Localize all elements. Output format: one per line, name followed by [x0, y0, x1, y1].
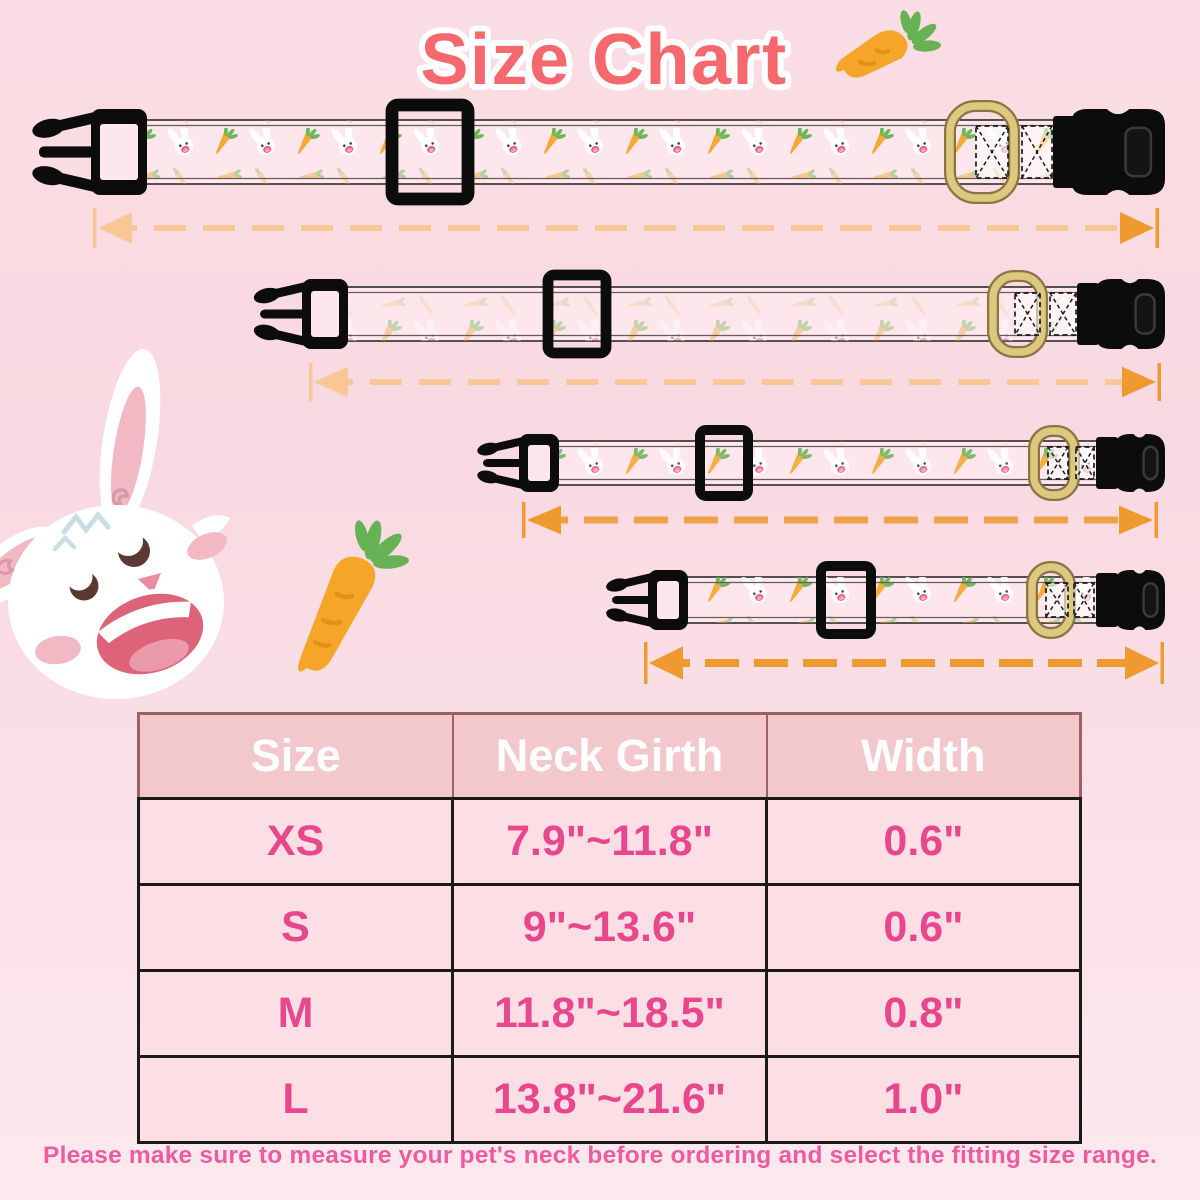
carrot-icon — [298, 519, 409, 672]
stitch-box — [1050, 293, 1076, 335]
cell-width: 0.6" — [767, 885, 1081, 971]
page-title: Size Chart — [420, 20, 788, 100]
table-header-row — [139, 714, 1081, 799]
stitch-box — [1022, 126, 1052, 178]
collar-strap — [141, 120, 1063, 184]
col-header-size: Size — [139, 714, 453, 799]
cell-width: 1.0" — [767, 1057, 1081, 1143]
size-table — [137, 712, 1082, 1144]
stitch-box — [1015, 293, 1040, 335]
side-release-buckle-male — [252, 278, 348, 350]
bunny-mascot-icon — [0, 345, 231, 699]
length-arrow-4 — [644, 642, 1164, 684]
collar-4 — [605, 566, 1165, 634]
collar-strap — [682, 577, 1106, 623]
cell-size: XS — [139, 799, 453, 885]
measuring-note: Please make sure to measure your pet's neck before ordering and select the fitting size range. — [43, 1142, 1157, 1169]
side-release-buckle-male — [605, 570, 688, 631]
length-arrow-3 — [522, 502, 1158, 538]
cell-width: 0.6" — [767, 799, 1081, 885]
col-header-neck-girth: Neck Girth — [453, 714, 767, 799]
collar-strap — [342, 287, 1087, 341]
col-header-width: Width — [767, 714, 1081, 799]
stitch-box — [976, 126, 1008, 178]
length-arrow-1 — [93, 208, 1159, 248]
table-row-m — [139, 971, 1081, 1057]
cell-size: S — [139, 885, 453, 971]
cell-size: L — [139, 1057, 453, 1143]
cell-girth: 9"~13.6" — [453, 885, 767, 971]
side-release-buckle-female — [1053, 109, 1165, 195]
cell-width: 0.8" — [767, 971, 1081, 1057]
collar-strap — [553, 441, 1106, 485]
collar-2 — [252, 275, 1165, 353]
side-release-buckle-female — [1096, 570, 1165, 630]
cell-girth: 11.8"~18.5" — [453, 971, 767, 1057]
length-arrow-2 — [309, 363, 1161, 401]
collar-1 — [30, 105, 1165, 199]
table-row-s — [139, 885, 1081, 971]
cell-girth: 13.8"~21.6" — [453, 1057, 767, 1143]
side-release-buckle-female — [1096, 434, 1165, 492]
collar-3 — [476, 430, 1165, 496]
side-release-buckle-female — [1077, 279, 1165, 349]
carrot-icon — [836, 9, 942, 77]
cell-size: M — [139, 971, 453, 1057]
stitch-box — [1048, 447, 1068, 479]
side-release-buckle-male — [30, 108, 147, 197]
table-row-l — [139, 1057, 1081, 1143]
stitch-box — [1046, 583, 1068, 617]
stitch-box — [1076, 447, 1094, 479]
cell-girth: 7.9"~11.8" — [453, 799, 767, 885]
table-row-xs — [139, 799, 1081, 885]
side-release-buckle-male — [476, 434, 559, 492]
stitch-box — [1074, 583, 1094, 617]
